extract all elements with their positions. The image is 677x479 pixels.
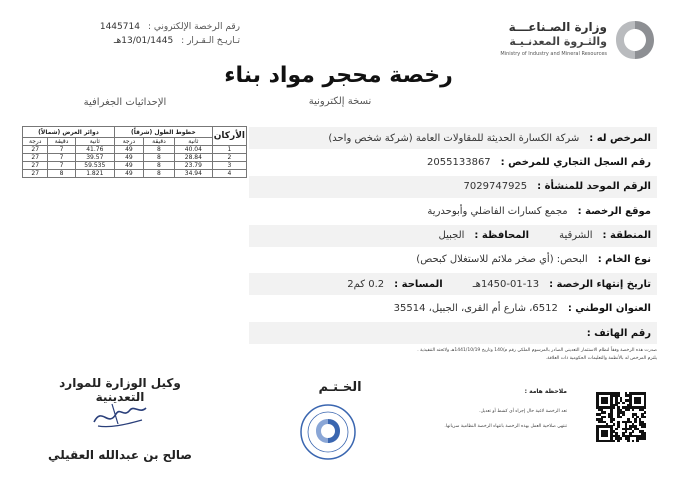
coordinates-table [22,126,247,178]
lon-degree: 49 [114,154,143,162]
pillars-header: الأركان [212,127,246,146]
qr-module [644,425,647,428]
area-value: 0.2 كم2 [347,278,385,290]
expiry-label: تاريخ إنتهاء الرخصة : [549,278,651,290]
qr-module [632,430,635,433]
note-line-1: صدرت هذه الرخصة وفقاً لنظام الاستثمار التعديني الصادر بالمرسوم الملكي رقم م/140 وتاريخ 1441/10/19هـ ولائحته التنفيذية . [417,348,657,353]
qr-module [615,428,618,431]
qr-module [644,411,647,414]
qr-module [617,402,620,405]
address-value: 6512، شارع أم القرى، الجبيل، 35514 [393,303,558,315]
qr-module [622,413,625,416]
unified-number-value: 7029747925 [463,181,528,193]
coordinate-row [23,162,247,170]
logo-text-english: Ministry of Industry and Mineral Resources [500,51,607,57]
lat-second: 1.821 [75,170,114,178]
lon-degree: 49 [114,146,143,154]
lon-degree: 49 [114,170,143,178]
address-label: العنوان الوطني : [567,303,651,315]
qr-module [625,430,628,433]
lon-second: 23.79 [174,162,212,170]
location-label: موقع الرخصة : [577,205,651,217]
location-row [249,200,657,222]
lat-minute: 7 [48,162,75,170]
license-number-label: رقم الرخصة الإلكتروني : [147,22,240,32]
cr-row [249,151,657,173]
lon-second: 34.94 [174,170,212,178]
logo-text-line1: وزارة الصـناعـــة [508,20,607,34]
document-title: رخصة محجر مواد بناء [224,63,453,88]
lat-degree: 27 [23,162,48,170]
decision-date-label: تـاريـخ الـقـرار : [181,36,240,46]
qr-module [622,402,625,405]
coordinates-title: الإحداثيات الجغرافية [83,97,167,108]
cr-value: 2055133867 [427,156,491,168]
expiry-row [249,273,657,295]
lat-minute: 7 [48,146,75,154]
longitude-header: خطوط الطول (شرقاً) [114,127,212,138]
note-line-4: تنتهي صلاحية العمل بهذه الرخصة بانتهاء الرخصة النظامية سريانها. [444,424,567,429]
lat-degree: 27 [23,154,48,162]
qr-module [632,409,635,412]
lat-second: 41.76 [75,146,114,154]
qr-module [617,440,620,443]
lat-degree: 27 [23,170,48,178]
licensee-label: المرخص له : [589,132,651,144]
pillar-number: 3 [212,162,246,170]
license-meta [20,22,240,50]
lat-minute: 7 [48,154,75,162]
qr-module [613,418,616,421]
lon-degree-header: درجة [114,138,143,146]
decision-date-value: 13/01/1445هـ [113,36,174,46]
ore-value: البحص: (أي صخر ملائم للاستغلال كبحص) [416,254,588,266]
qr-module [636,440,639,443]
logo-text-line2: والثـروة المعدنـيـة [509,35,607,48]
lon-second-header: ثانية [174,138,212,146]
lat-minute-header: دقيقة [48,138,75,146]
qr-module [634,421,637,424]
lat-second: 59.535 [75,162,114,170]
expiry-value: 1450-01-13هـ [472,278,540,290]
lon-minute: 8 [143,162,174,170]
important-notes [367,404,567,434]
coordinate-row [23,170,247,178]
lat-degree: 27 [23,146,48,154]
unified-number-row [249,176,657,198]
lon-minute: 8 [143,170,174,178]
qr-module [627,409,630,412]
region-value: الشرقية [559,230,593,242]
qr-module [644,437,647,440]
licensee-value: شركة الكسارة الحديثة للمقاولات العامة (شركة شخص واحد) [328,132,580,144]
qr-module [617,425,620,428]
qr-code[interactable] [596,392,646,442]
qr-module [620,416,623,419]
qr-module [606,402,609,405]
qr-module [603,416,606,419]
qr-module [644,416,647,419]
coordinates-header-row [23,127,247,138]
lat-degree-header: درجة [23,138,48,146]
signatory-name: صالح بن عبدالله العقيلي [48,448,192,462]
ministry-logo-icon [613,18,657,62]
pillar-number: 4 [212,170,246,178]
qr-module [603,411,606,414]
lat-second-header: ثانية [75,138,114,146]
qr-module [613,406,616,409]
pillar-number: 2 [212,154,246,162]
licensee-row [249,127,657,149]
area-label: المساحة : [394,278,443,290]
lon-second: 28.84 [174,154,212,162]
ministry-logo [482,18,657,63]
qr-module [606,435,609,438]
lon-minute: 8 [143,154,174,162]
qr-module [644,406,647,409]
seal-title: الخـتـم [318,380,362,395]
decision-date-row [20,36,240,46]
lon-degree: 49 [114,162,143,170]
address-row [249,298,657,320]
license-fields [249,127,657,347]
ministry-seal-icon [298,402,358,462]
qr-module [627,440,630,443]
pillar-number: 1 [212,146,246,154]
lat-minute: 8 [48,170,75,178]
lat-second: 39.57 [75,154,114,162]
coordinate-row [23,146,247,154]
phone-label: رقم الهاتف : [586,327,651,339]
unified-number-label: الرقم الموحد للمنشأة : [537,181,651,193]
note-line-2: يلتزم المرخص له بالأنظمة والتعليمات الحكومية ذات العلاقة. [545,356,657,361]
cr-label: رقم السجل التجاري للمرخص : [500,156,651,168]
region-row [249,225,657,247]
qr-module [620,437,623,440]
lon-minute-header: دقيقة [143,138,174,146]
qr-module [613,423,616,426]
signature-scribble-icon [90,398,150,432]
location-value: مجمع كسارات الفاضلي وأبوحدرية [427,205,568,217]
ore-row [249,249,657,271]
province-value: الجبيل [438,230,465,242]
coordinate-row [23,154,247,162]
note-line-3: تعد الرخصة لاغية حال إجراء أي كشط أو تعديل. [479,409,567,414]
lon-minute: 8 [143,146,174,154]
license-number-row [20,22,240,32]
province-label: المحافظة : [474,230,530,242]
latitude-header: دوائر العرض (شمالاً) [23,127,115,138]
qr-module [639,402,642,405]
legal-notes [377,347,657,363]
region-label: المنطقة : [602,230,651,242]
important-note-title: ملاحظة هامة : [524,388,567,395]
qr-module [613,440,616,443]
license-number-value: 1445714 [99,22,140,32]
phone-row [249,322,657,344]
document-subtitle: نسخة إلكترونية [308,96,372,107]
lon-second: 40.04 [174,146,212,154]
ore-label: نوع الخام : [597,254,651,266]
signatory-title: وكيل الوزارة للموارد التعدينية [59,376,181,404]
qr-module [632,440,635,443]
